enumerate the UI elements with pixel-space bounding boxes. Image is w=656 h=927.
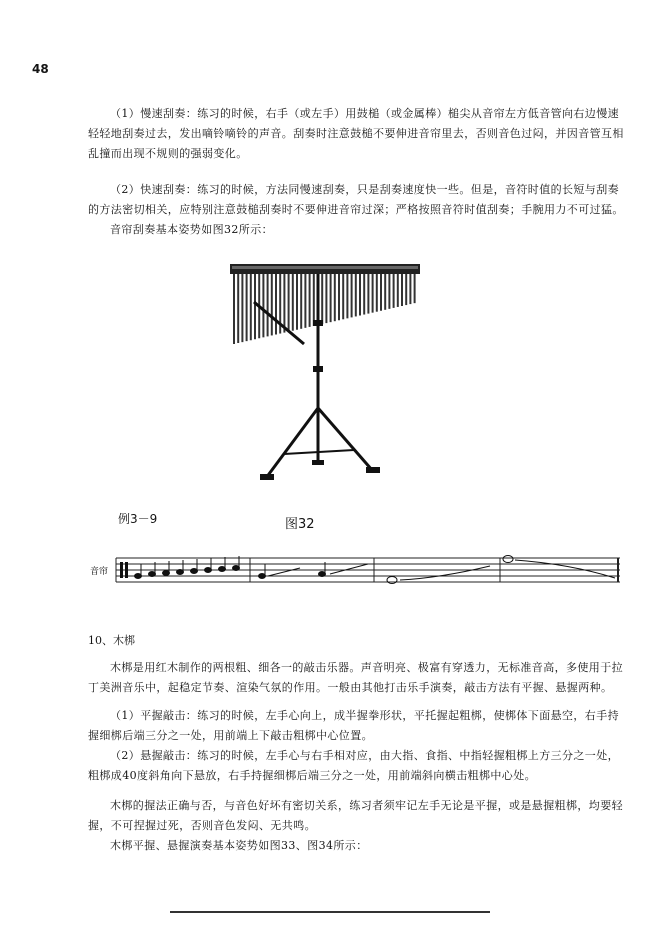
note-head <box>205 568 212 573</box>
note-head <box>233 566 240 571</box>
paragraph-figure32-intro: 音帘刮奏基本姿势如图32所示： <box>110 223 273 236</box>
paragraph-figure33-34-intro: 木梆平握、悬握演奏基本姿势如图33、图34所示： <box>110 839 368 852</box>
note-head <box>191 569 198 574</box>
music-staff-notation <box>90 550 622 590</box>
page-number: 48 <box>32 62 49 76</box>
paragraph-fast-glissando: （2）快速刮奏：练习的时候，方法同慢速刮奏，只是刮奏速度快一些。但是，音符时值的长短与刮奏的方法密切相关，应特别注意鼓槌刮奏时不要伸进音帘过深；严格按照音符时值刮奏；手腕用力不可过猛。 <box>88 183 624 216</box>
figure-caption: 图32 <box>285 517 315 532</box>
paragraph-flat-grip: （1）平握敲击：练习的时候，左手心向上，成半握拳形状，平托握起粗梆，使梆体下面悬空，右手持握细梆后端三分之一处，用前端上下敲击粗梆中心位置。 <box>88 709 619 742</box>
note-head <box>259 574 266 579</box>
paragraph-slow-glissando: （1）慢速刮奏：练习的时候，右手（或左手）用鼓槌（或金属棒）槌尖从音帘左方低音管向右边慢速轻轻地刮奏过去，发出嘀铃嘀铃的声音。刮奏时注意鼓槌不要伸进音帘里去，否则音色过闷，并因音管互相乱撞而出现不规则的强弱变化。 <box>88 107 624 160</box>
bottom-rule <box>170 911 490 913</box>
staff-instrument-label: 音帘 <box>90 567 109 577</box>
paragraph-woodblock-intro: 木梆是用红木制作的两根粗、细各一的敲击乐器。声音明亮、极富有穿透力，无标准音高，多使用于拉丁美洲音乐中，起稳定节奏、渲染气氛的作用。一般由其他打击乐手演奏，敲击方法有平握、悬握两种。 <box>88 661 623 694</box>
paragraph-grip-note: 木梆的握法正确与否，与音色好坏有密切关系，练习者须牢记左手无论是平握，或是悬握粗梆，均要轻握，不可捏握过死，否则音色发闷、无共鸣。 <box>88 799 623 832</box>
paragraph-hanging-grip: （2）悬握敲击：练习的时候，左手心与右手相对应，由大指、食指、中指轻握粗梆上方三分之一处，粗梆成40度斜角向下悬放，右手持握细梆后端三分之一处，用前端斜向横击粗梆中心处。 <box>88 749 619 782</box>
note-head <box>219 567 226 572</box>
example-label: 例3－9 <box>118 512 158 526</box>
note-head <box>163 571 170 576</box>
note-head <box>135 574 142 579</box>
note-head <box>149 572 156 577</box>
section-heading-woodblock: 10、木梆 <box>88 634 135 647</box>
mark-tree-illustration <box>222 258 432 488</box>
note-head <box>177 570 184 575</box>
note-head <box>319 572 326 577</box>
